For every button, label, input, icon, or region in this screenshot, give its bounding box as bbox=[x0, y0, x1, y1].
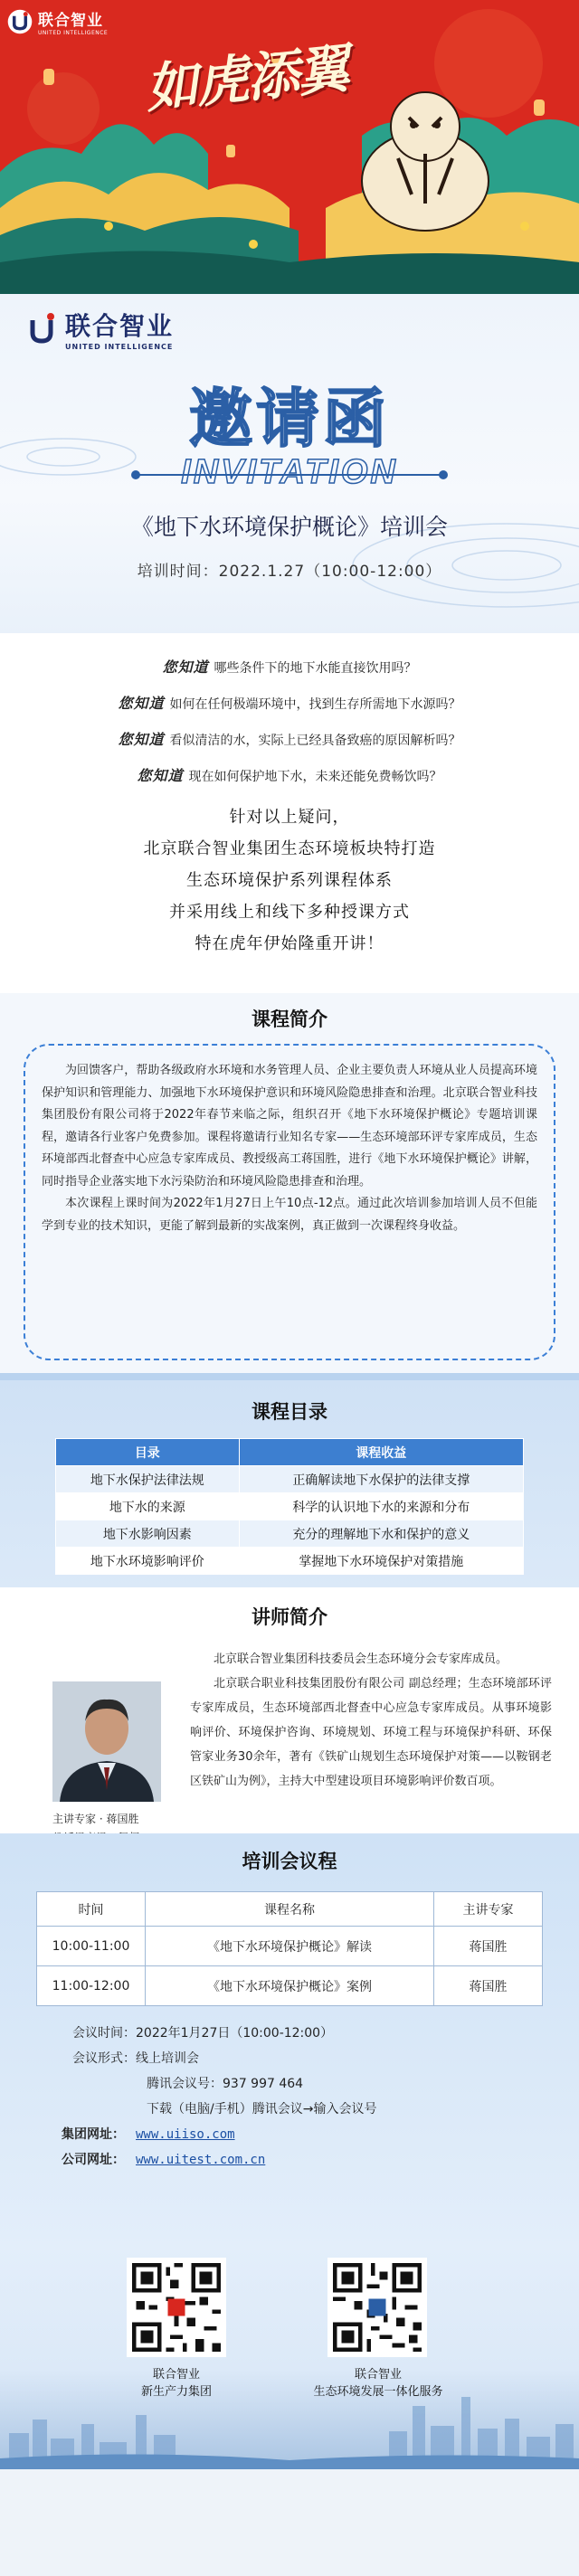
question-item bbox=[0, 722, 579, 758]
united-intelligence-logo-icon bbox=[24, 311, 60, 347]
table-header: 时间 bbox=[37, 1892, 146, 1927]
qr-code-icon bbox=[132, 2263, 221, 2352]
lecturer-name: 主讲专家 · 蒋国胜 bbox=[52, 1813, 139, 1825]
main-logo[interactable] bbox=[24, 307, 174, 351]
company-site-row bbox=[62, 2147, 579, 2173]
group-site-label: 集团网址： bbox=[62, 2127, 125, 2142]
announcement-lines bbox=[0, 801, 579, 960]
qr-caption-line: 生态环境发展一体化服务 bbox=[313, 2385, 443, 2399]
qr-code-company[interactable] bbox=[327, 2258, 427, 2357]
main-logo-text: 联合智业 bbox=[65, 312, 175, 340]
qr-caption-line: 联合智业 bbox=[152, 2368, 200, 2382]
table-cell: 《地下水环境保护概论》解读 bbox=[146, 1927, 434, 1966]
table-cell: 《地下水环境保护概论》案例 bbox=[146, 1966, 434, 2006]
announcement-line: 特在虎年伊始隆重开讲！ bbox=[195, 934, 384, 953]
meeting-time-value: 2022年1月27日（10:00-12:00） bbox=[136, 2026, 334, 2041]
table-row bbox=[37, 1927, 543, 1966]
table-cell: 地下水影响因素 bbox=[56, 1520, 240, 1548]
question-lead: 您知道 bbox=[137, 767, 184, 784]
qr-code-group[interactable] bbox=[127, 2258, 226, 2357]
download-instructions: 下载（电脑/手机）腾讯会议→输入会议号 bbox=[147, 2102, 377, 2117]
banner-logo[interactable] bbox=[7, 7, 108, 36]
announcement-line: 针对以上疑问， bbox=[229, 808, 350, 827]
lecturer-bio bbox=[190, 1647, 552, 1794]
question-lead: 您知道 bbox=[118, 695, 165, 712]
united-intelligence-logo-icon bbox=[7, 9, 33, 34]
company-site-link[interactable]: www.uitest.com.cn bbox=[136, 2153, 266, 2167]
announcement-line: 生态环境保护系列课程体系 bbox=[186, 871, 393, 890]
table-row bbox=[37, 1966, 543, 2006]
table-cell: 地下水保护法律法规 bbox=[56, 1466, 240, 1493]
bio-paragraph: 北京联合智业集团科技委员会生态环境分会专家库成员。 bbox=[214, 1653, 508, 1666]
lecturer-section bbox=[0, 1587, 579, 1833]
table-cell: 充分的理解地下水和保护的意义 bbox=[239, 1520, 523, 1548]
table-header-row bbox=[37, 1892, 543, 1927]
section-title: 课程简介 bbox=[252, 1009, 327, 1030]
company-site-label: 公司网址： bbox=[62, 2153, 125, 2167]
course-title: 《地下水环境保护概论》培训会 bbox=[130, 514, 448, 540]
table-cell: 10:00-11:00 bbox=[37, 1927, 146, 1966]
banner-logo-text: 联合智业 bbox=[38, 12, 103, 29]
intro-paragraph: 本次课程上课时间为2022年1月27日上午10点-12点。通过此次培训参加培训人员不但能学到专业的技术知识，更能了解到最新的实战案例，真正做到一次课程终身收益。 bbox=[42, 1197, 537, 1233]
question-lead: 您知道 bbox=[118, 731, 165, 748]
qr-caption-line: 新生产力集团 bbox=[140, 2385, 212, 2399]
section-title: 讲师简介 bbox=[252, 1606, 327, 1628]
invitation-title-en: INVITATION bbox=[181, 453, 398, 491]
section-title: 培训会议程 bbox=[242, 1851, 337, 1872]
section-title: 课程目录 bbox=[252, 1401, 327, 1423]
catalog-table bbox=[55, 1438, 524, 1575]
agenda-table bbox=[36, 1891, 543, 2006]
footer-qr-section bbox=[0, 2249, 579, 2469]
group-site-link[interactable]: www.uiiso.com bbox=[136, 2127, 235, 2142]
table-cell: 科学的认识地下水的来源和分布 bbox=[239, 1493, 523, 1520]
table-row bbox=[56, 1466, 524, 1493]
meeting-form-row bbox=[72, 2046, 579, 2071]
agenda-section bbox=[0, 1833, 579, 2249]
intro-paragraph: 为回馈客户，帮助各级政府水环境和水务管理人员、企业主要负责人环境从业人员提高环境保护知识和管理能力、加强地下水环境保护意识和环境风险隐患排查和治理。北京联合智业科技集团股份有限公司将于2022年春节来临之际，组织召开《地下水环境保护概论》专题培训课程，邀请各行业客户免费参加。课程将邀请行业知名专家——生态环境部环评专家库成员，生态环境部西北督查中心应急专家库成员、教授级高工蒋国胜，进行《地下水环境保护概论》讲解，同时指导企业落实地下水污染防治和环境风险隐患排查和治理。 bbox=[42, 1064, 537, 1189]
question-lead: 您知道 bbox=[162, 658, 209, 676]
meeting-info bbox=[62, 2021, 579, 2173]
table-cell: 地下水的来源 bbox=[56, 1493, 240, 1520]
question-text: 如何在任何极端环境中，找到生存所需地下水源吗？ bbox=[169, 697, 461, 712]
meeting-time-label: 会议时间： bbox=[72, 2026, 136, 2041]
meeting-time-row bbox=[72, 2021, 579, 2046]
group-site-row bbox=[62, 2122, 579, 2147]
banner-slogan: 如虎添翼 bbox=[142, 37, 351, 120]
tiger-year-banner bbox=[0, 0, 579, 294]
table-header: 主讲专家 bbox=[434, 1892, 543, 1927]
person-portrait-icon bbox=[52, 1681, 161, 1802]
city-skyline-decoration bbox=[0, 2379, 579, 2469]
announcement-line: 北京联合智业集团生态环境板块特打造 bbox=[143, 839, 436, 858]
meeting-form-value: 线上培训会 bbox=[136, 2051, 199, 2066]
table-header: 目录 bbox=[56, 1439, 240, 1466]
question-item bbox=[0, 758, 579, 794]
table-header-row bbox=[56, 1439, 524, 1466]
question-item bbox=[0, 649, 579, 686]
table-cell: 11:00-12:00 bbox=[37, 1966, 146, 2006]
invitation-header bbox=[0, 294, 579, 633]
banner-logo-subtext: UNITED INTELLIGENCE bbox=[38, 30, 109, 36]
qr-code-icon bbox=[333, 2263, 422, 2352]
qr-caption-line: 联合智业 bbox=[354, 2368, 402, 2382]
table-row bbox=[56, 1520, 524, 1548]
lecturer-photo bbox=[52, 1681, 161, 1802]
questions-section bbox=[0, 633, 579, 993]
table-cell: 正确解读地下水保护的法律支撑 bbox=[239, 1466, 523, 1493]
table-cell: 掌握地下水环境保护对策措施 bbox=[239, 1548, 523, 1575]
question-item bbox=[0, 686, 579, 722]
table-cell: 蒋国胜 bbox=[434, 1966, 543, 2006]
course-time: 培训时间：2022.1.27（10:00-12:00） bbox=[137, 563, 442, 581]
tencent-meeting-id: 腾讯会议号：937 997 464 bbox=[147, 2077, 304, 2091]
table-cell: 地下水环境影响评价 bbox=[56, 1548, 240, 1575]
main-logo-subtext: UNITED INTELLIGENCE bbox=[65, 343, 174, 351]
course-catalog-section bbox=[0, 1373, 579, 1587]
question-text: 哪些条件下的地下水能直接饮用吗？ bbox=[214, 661, 417, 676]
table-row bbox=[56, 1493, 524, 1520]
meeting-form-label: 会议形式： bbox=[72, 2051, 136, 2066]
invitation-title-cn: 邀请函 bbox=[189, 382, 390, 456]
question-text: 看似清洁的水，实际上已经具备致癌的原因解析吗？ bbox=[169, 734, 461, 748]
table-header: 课程名称 bbox=[146, 1892, 434, 1927]
question-text: 现在如何保护地下水，未来还能免费畅饮吗？ bbox=[188, 770, 442, 784]
announcement-line: 并采用线上和线下多种授课方式 bbox=[169, 903, 410, 922]
intro-box bbox=[24, 1044, 555, 1360]
bio-paragraph: 北京联合职业科技集团股份有限公司 副总经理；生态环境部环评专家库成员，生态环境部西北督查中心应急专家库成员。从事环境影响评价、环境保护咨询、环境规划、环境工程与环境保护科研、环保管家业务30余年，著有《铁矿山规划生态环境保护对策——以鞍钢老区铁矿山为例》，主持大中型建设项目环境影响评价数百项。 bbox=[190, 1677, 552, 1788]
table-cell: 蒋国胜 bbox=[434, 1927, 543, 1966]
table-row bbox=[56, 1548, 524, 1575]
table-header: 课程收益 bbox=[239, 1439, 523, 1466]
course-intro-section bbox=[0, 993, 579, 1373]
